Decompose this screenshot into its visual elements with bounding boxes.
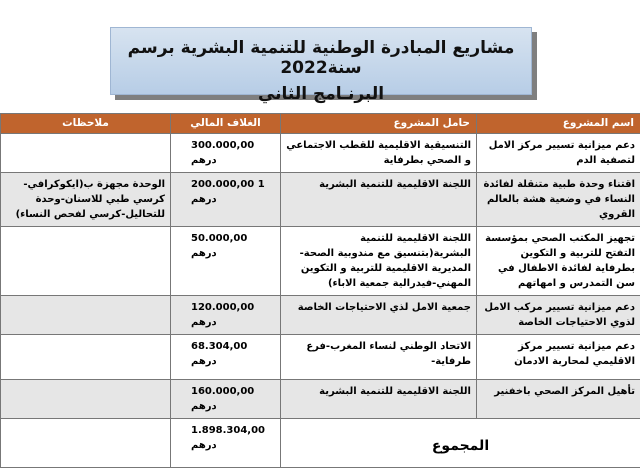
- page-subtitle: البرنـامج الثاني: [111, 84, 531, 104]
- project-owner-cell: اللجنة الاقليمية للتنمية البشرية: [281, 380, 477, 419]
- project-cost-cell: 68.304,00 درهم: [171, 335, 281, 380]
- table-header-row: [1, 114, 640, 134]
- header-project-name: اسم المشروع: [477, 114, 640, 134]
- project-notes-cell: [1, 335, 171, 380]
- project-notes-cell: [1, 227, 171, 296]
- project-name-cell: اقتناء وحدة طبية متنقلة لفائدة النساء في وضعية هشة بالعالم القروي: [477, 173, 640, 227]
- project-cost-cell: 300.000,00 درهم: [171, 134, 281, 173]
- header-notes: ملاحظات: [1, 114, 171, 134]
- project-name-cell: دعم ميزانية تسيير مركز الامل لتصفية الدم: [477, 134, 640, 173]
- project-owner-cell: اللجنة الاقليمية للتنمية البشرية(بتنسيق مع مندوبية الصحة-المديرية الاقليمية للتربية و التكوين المهني-فيدرالية جمعية الاباء): [281, 227, 477, 296]
- table-row: [1, 227, 640, 296]
- project-notes-cell: [1, 134, 171, 173]
- table-row: [1, 335, 640, 380]
- project-owner-cell: الاتحاد الوطني لنساء المغرب-فرع طرفاية-: [281, 335, 477, 380]
- table-row: [1, 173, 640, 227]
- project-notes-cell: [1, 380, 171, 419]
- project-cost-cell: 160.000,00 درهم: [171, 380, 281, 419]
- page-title: مشاريع المبادرة الوطنية للتنمية البشرية برسم سنة2022: [111, 38, 531, 78]
- project-owner-cell: جمعية الامل لذي الاحتياجات الخاصة: [281, 296, 477, 335]
- project-notes-cell: الوحدة مجهزة ب(ايكوكرافي- كرسي طبي للاسنان-وحدة للتحاليل-كرسي لفحص النساء): [1, 173, 171, 227]
- project-cost-cell: 120.000,00 درهم: [171, 296, 281, 335]
- total-notes-cell: [1, 419, 171, 468]
- table-row: [1, 296, 640, 335]
- project-name-cell: دعم ميزانية تسيير مركب الامل لذوي الاحتياجات الخاصة: [477, 296, 640, 335]
- projects-table: [0, 113, 640, 468]
- project-owner-cell: اللجنة الاقليمية للتنمية البشرية: [281, 173, 477, 227]
- project-name-cell: دعم ميزانية تسيير مركز الاقليمي لمحاربة الادمان: [477, 335, 640, 380]
- project-owner-cell: التنسيقية الاقليمية للقطب الاجتماعي و الصحي بطرفاية: [281, 134, 477, 173]
- title-banner: [110, 27, 532, 95]
- project-name-cell: تجهيز المكتب الصحي بمؤسسة التفتح للتربية و التكوين بطرفاية لفائدة الاطفال في سن التمدرس و امهاتهم: [477, 227, 640, 296]
- total-value: 1.898.304,00 درهم: [171, 419, 281, 468]
- project-name-cell: تأهيل المركز الصحي باخفنير: [477, 380, 640, 419]
- table-row: [1, 380, 640, 419]
- project-cost-cell: 1 200.000,00 درهم: [171, 173, 281, 227]
- total-label: المجموع: [281, 419, 640, 468]
- header-cost: الغلاف المالي: [171, 114, 281, 134]
- total-row: [1, 419, 640, 468]
- header-project-owner: حامل المشروع: [281, 114, 477, 134]
- project-cost-cell: 50.000,00 درهم: [171, 227, 281, 296]
- project-notes-cell: [1, 296, 171, 335]
- table-row: [1, 134, 640, 173]
